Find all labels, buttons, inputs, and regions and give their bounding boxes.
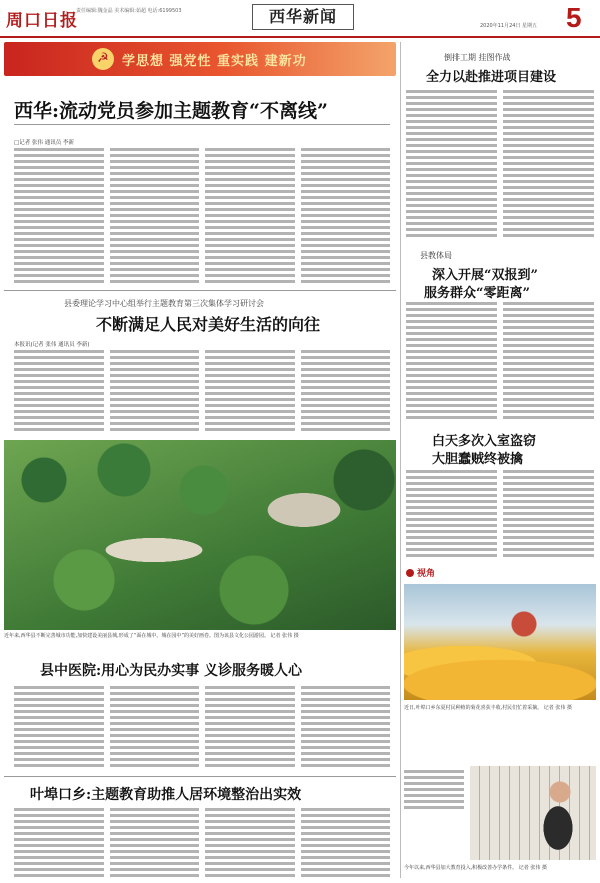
- story3-body: [14, 686, 390, 770]
- park-photo-caption: 近年来,西华县不断完善城市功能,加快建设美丽县城,形成了“面在城中、城在园中”的美好画卷。图为该县文化公园游园。 记者 张伟 摄: [4, 633, 299, 639]
- text-column: [301, 808, 391, 878]
- right-story1-kicker: 倒排工期 挂图作战: [444, 53, 511, 62]
- section-divider: [4, 290, 396, 291]
- column-divider: [400, 42, 401, 878]
- right-story2-headline-line2: 服务群众“零距离”: [424, 286, 530, 301]
- text-column: [406, 302, 497, 422]
- flower-photo-caption: 近日,叶埠口乡东夏村民种植的菊花喜获丰收,村民们忙着采摘。 记者 张伟 摄: [404, 705, 572, 711]
- page-number: 5: [566, 2, 582, 33]
- text-column: [110, 686, 200, 770]
- text-column: [301, 686, 391, 770]
- right-story2-body: [406, 302, 594, 422]
- text-column: [110, 808, 200, 878]
- lead-headline: 西华:流动党员参加主题教育“不离线”: [14, 100, 328, 122]
- story4-headline: 叶埠口乡:主题教育助推人居环境整治出实效: [30, 787, 302, 803]
- right-story1-body: [406, 90, 594, 240]
- headline-rule: [14, 124, 390, 125]
- text-column: [406, 90, 497, 240]
- text-column: [301, 148, 391, 284]
- section-title: 西华新闻: [252, 4, 354, 30]
- right-story3-headline-line1: 白天多次入室盗窃: [432, 434, 537, 449]
- text-column: [14, 350, 104, 434]
- right-story3-body: [406, 470, 594, 560]
- publication-info: 责任编辑:魏金晶 美术编辑:茹超 电话:6199503: [76, 8, 182, 14]
- story2-headline: 不断满足人民对美好生活的向往: [96, 315, 321, 334]
- text-column: [110, 350, 200, 434]
- newspaper-logo: 周口日报: [6, 11, 78, 31]
- text-column: [503, 302, 594, 422]
- text-column: [406, 470, 497, 560]
- masthead: [0, 0, 600, 38]
- perspective-label: 视角: [417, 569, 436, 579]
- text-column: [205, 808, 295, 878]
- issue-date: 2020年11月24日 星期五: [480, 23, 538, 29]
- campaign-banner: [4, 42, 396, 76]
- park-photo: [4, 440, 396, 630]
- text-column: [14, 148, 104, 284]
- lead-byline: □记者 张伟 通讯员 李新: [14, 140, 74, 146]
- text-column: [301, 350, 391, 434]
- story2-kicker: 县委理论学习中心组举行主题教育第三次集体学习研讨会: [64, 299, 264, 308]
- section-divider: [4, 776, 396, 777]
- story4-body: [14, 808, 390, 878]
- banner-slogan: 学思想 强党性 重实践 建新功: [122, 54, 307, 69]
- right-story1-headline: 全力以赴推进项目建设: [426, 70, 557, 85]
- story2-byline: 本报讯(记者 张伟 通讯员 李新): [14, 342, 90, 348]
- text-column: [205, 686, 295, 770]
- chrysanthemum-harvest-photo: [404, 584, 596, 700]
- text-column: [14, 686, 104, 770]
- right-story2-headline-line1: 深入开展“双报到”: [432, 268, 538, 283]
- right-story2-tag: 县教体局: [420, 251, 452, 260]
- story3-headline: 县中医院:用心为民办实事 义诊服务暖人心: [40, 663, 303, 679]
- classroom-photo: [470, 766, 596, 860]
- text-column: [205, 350, 295, 434]
- text-column: [110, 148, 200, 284]
- text-column: [503, 90, 594, 240]
- text-column: [14, 808, 104, 878]
- classroom-photo-caption: 今年以来,西华县加大教育投入,积极改善办学条件。 记者 张伟 摄: [404, 865, 547, 871]
- text-column: [205, 148, 295, 284]
- story2-body: [14, 350, 390, 434]
- camera-icon: [406, 569, 414, 577]
- perspective-tag: [406, 566, 435, 579]
- side-text: [404, 770, 464, 810]
- text-column: [503, 470, 594, 560]
- lead-body: [14, 148, 390, 284]
- party-emblem-icon: ☭: [92, 48, 114, 70]
- right-story3-headline-line2: 大胆蠢贼终被擒: [432, 452, 524, 467]
